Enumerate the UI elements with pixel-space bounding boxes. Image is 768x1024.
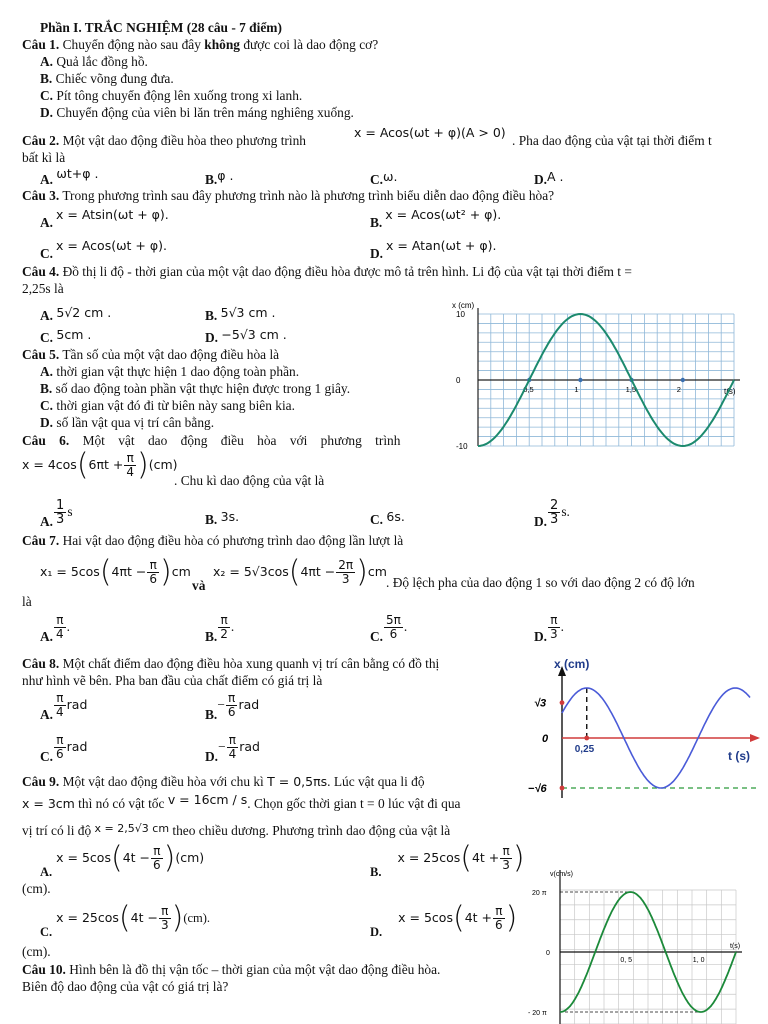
question-9: Câu 9. Một vật dao động điều hòa với chu kì T = 0,5πs. Lúc vật qua li độ <box>22 774 425 789</box>
q9-option-d: D.x = 5cos(4t + $\frac{\pi}{6}$ ) <box>370 900 518 939</box>
question-6: Câu 6. Một vật dao động điều hòa với phương trình <box>22 433 401 448</box>
tick-dot <box>560 786 565 791</box>
q8-option-a: A. $\frac{\pi}{4}$ rad <box>40 691 88 722</box>
question-1: Câu 1. Chuyển động nào sau đây không được coi là dao động cơ? <box>22 37 379 52</box>
q6-text-after: . Chu kì dao động của vật là <box>174 473 325 488</box>
tick-dot <box>584 736 589 741</box>
q6-option-d: D. $\frac{2}{3}$ s. <box>534 498 570 529</box>
q6-option-a: A. $\frac{1}{3}$ s <box>40 498 73 529</box>
q9-line2: x = 3cm thì nó có vật tốc v = 16cm / s. Chọn gốc thời gian t = 0 lúc vật đi qua <box>22 792 461 811</box>
q4-option-a: A. 5√2 cm . <box>40 305 112 323</box>
q9-option-c: C.x = 25cos(4t − $\frac{\pi}{3}$ )(cm). <box>40 900 211 939</box>
y-tick-label: 0 <box>546 950 550 957</box>
y-tick-label: -10 <box>456 442 468 451</box>
q1-option-c: C. Pít tông chuyển động lên xuống trong xi lanh. <box>40 88 303 103</box>
q3-option-d: D.x = Atan(ωt + φ). <box>370 238 497 261</box>
q5-option-d: D. số lần vật qua vị trí cân bằng. <box>40 415 215 430</box>
q4-option-b: B. 5√3 cm . <box>205 305 276 323</box>
q9-line3: vị trí có li độ $^{x = 2,5√3 cm}$ theo chiều dương. Phương trình dao động của vật là <box>22 822 451 838</box>
q8-option-b: B.− $\frac{\pi}{6}$ rad <box>205 691 260 722</box>
q6-formula: x = 4cos(6πt + $\frac{\pi}{4}$ )(cm) <box>22 447 178 483</box>
y-tick-label: - 20 π <box>528 1010 547 1017</box>
x-tick-dot <box>578 378 582 382</box>
q8-line2: như hình vẽ bên. Pha ban đầu của chất điểm có giá trị là <box>22 673 323 688</box>
q9-option-b: B.x = 25cos(4t + $\frac{\pi}{3}$ ) <box>370 840 525 879</box>
q7-x2: x₂ = 5√3cos(4πt − $\frac{2\pi}{3}$ )cm <box>213 554 387 590</box>
section-header: Phần I. TRẮC NGHIỆM (28 câu - 7 điểm) <box>40 20 282 35</box>
q4-option-d: D. −5√3 cm . <box>205 327 287 345</box>
q3-option-b: B.x = Acos(ωt² + φ). <box>370 207 502 230</box>
x-tick-label: 0,25 <box>574 744 595 755</box>
x-tick-label: 2 <box>676 385 681 394</box>
q1-option-d: D. Chuyển động của viên bi lăn trên máng nghiêng xuống. <box>40 105 354 120</box>
x-tick-label: 1 <box>574 385 579 394</box>
x-axis-arrow <box>750 734 760 742</box>
q8-option-c: C. $\frac{\pi}{6}$ rad <box>40 733 88 764</box>
x-tick-label: 0,5 <box>523 385 534 394</box>
q8-option-d: D.− $\frac{\pi}{4}$ rad <box>205 733 260 764</box>
q9-option-a: A.x = 5cos(4t − $\frac{\pi}{6}$ )(cm) <box>40 840 205 879</box>
q9-cm-b: (cm). <box>22 944 51 959</box>
question-2: Câu 2. Một vật dao động điều hòa theo phương trình <box>22 133 306 148</box>
y-axis-label: v(cm/s) <box>550 871 573 878</box>
q7-line2: là <box>22 594 32 609</box>
q2-formula: x = Acos(ωt + φ)(A > 0) <box>354 125 506 140</box>
q10-line2: Biên độ dao động của vật có giá trị là? <box>22 979 229 994</box>
x-tick-label: 1,5 <box>625 385 637 394</box>
x-tick-label: 1, 0 <box>692 957 705 964</box>
q2-option-d: D.A . <box>534 169 564 187</box>
question-5: Câu 5. Tần số của một vật dao động điều hòa là <box>22 347 280 362</box>
question-3: Câu 3. Trong phương trình sau đây phương trình nào là phương trình biểu diễn dao động điều hòa? <box>22 188 555 203</box>
q7-x1: x₁ = 5cos(4πt − $\frac{\pi}{6}$ )cm <box>40 554 191 590</box>
q2-option-b: B.φ . <box>205 168 234 187</box>
q7-option-b: B. $\frac{\pi}{2}$ . <box>205 613 235 644</box>
q1-option-b: B. Chiếc võng đung đưa. <box>40 71 174 86</box>
x-tick-dot <box>681 378 685 382</box>
y-tick-label: 20 π <box>532 890 547 897</box>
y-axis-label: x (cm) <box>554 657 590 671</box>
x-tick-label: 0, 5 <box>620 957 633 964</box>
q3-option-c: C.x = Acos(ωt + φ). <box>40 238 167 261</box>
q5-option-c: C. thời gian vật đó đi từ biên này sang biên kia. <box>40 398 295 413</box>
y-tick-label: 0 <box>542 733 549 745</box>
y-tick-label: 0 <box>456 376 461 385</box>
y-tick-label: 10 <box>456 310 465 319</box>
oscillation-graph-q8 <box>528 650 764 802</box>
q5-option-a: A. thời gian vật thực hiện 1 dao động toàn phần. <box>40 364 300 379</box>
q7-option-c: C. $\frac{5\pi}{6}$ . <box>370 613 408 644</box>
question-4: Câu 4. Đồ thị li độ - thời gian của một vật dao động điều hòa được mô tả trên hình. Li độ của vật tại thời điểm t = <box>22 264 632 279</box>
q2-text-after: . Pha dao động của vật tại thời điểm t <box>512 133 712 148</box>
q3-option-a: A.x = Atsin(ωt + φ). <box>40 207 169 230</box>
q6-option-c: C. 6s. <box>370 509 405 527</box>
q7-and: và <box>192 578 206 593</box>
q2-line2: bất kì là <box>22 150 66 165</box>
x-axis-label: t(s) <box>724 387 736 396</box>
q4-line2: 2,25s là <box>22 281 64 296</box>
y-tick-label: √3 <box>534 697 547 710</box>
question-8: Câu 8. Một chất điểm dao động điều hòa xung quanh vị trí cân bằng có đồ thị <box>22 656 440 671</box>
question-10: Câu 10. Hình bên là đồ thị vận tốc – thời gian của một vật dao động điều hòa. <box>22 962 441 977</box>
tick-dot <box>560 700 565 705</box>
q1-option-a: A. Quả lắc đồng hồ. <box>40 54 148 69</box>
y-tick-label: −√6 <box>528 783 547 795</box>
x-axis-label: t(s) <box>730 943 741 950</box>
velocity-time-chart <box>528 866 764 1024</box>
y-axis-label: x (cm) <box>452 301 475 310</box>
q2-option-c: C.ω. <box>370 169 398 187</box>
displacement-time-chart <box>452 296 752 456</box>
q7-text-after: . Độ lệch pha của dao động 1 so với dao động 2 có độ lớn <box>386 575 695 590</box>
question-7: Câu 7. Hai vật dao động điều hòa có phương trình dao động lần lượt là <box>22 533 404 548</box>
q5-option-b: B. số dao động toàn phần vật thực hiện được trong 1 giây. <box>40 381 351 396</box>
q7-option-a: A. $\frac{\pi}{4}$ . <box>40 613 71 644</box>
x-axis-label: t (s) <box>728 749 750 763</box>
q2-option-a: A. ωt+φ . <box>40 166 99 187</box>
q4-option-c: C. 5cm . <box>40 327 92 345</box>
q7-option-d: D. $\frac{\pi}{3}$ . <box>534 613 565 644</box>
q9-cm-a: (cm). <box>22 881 51 896</box>
q6-option-b: B. 3s. <box>205 509 240 527</box>
